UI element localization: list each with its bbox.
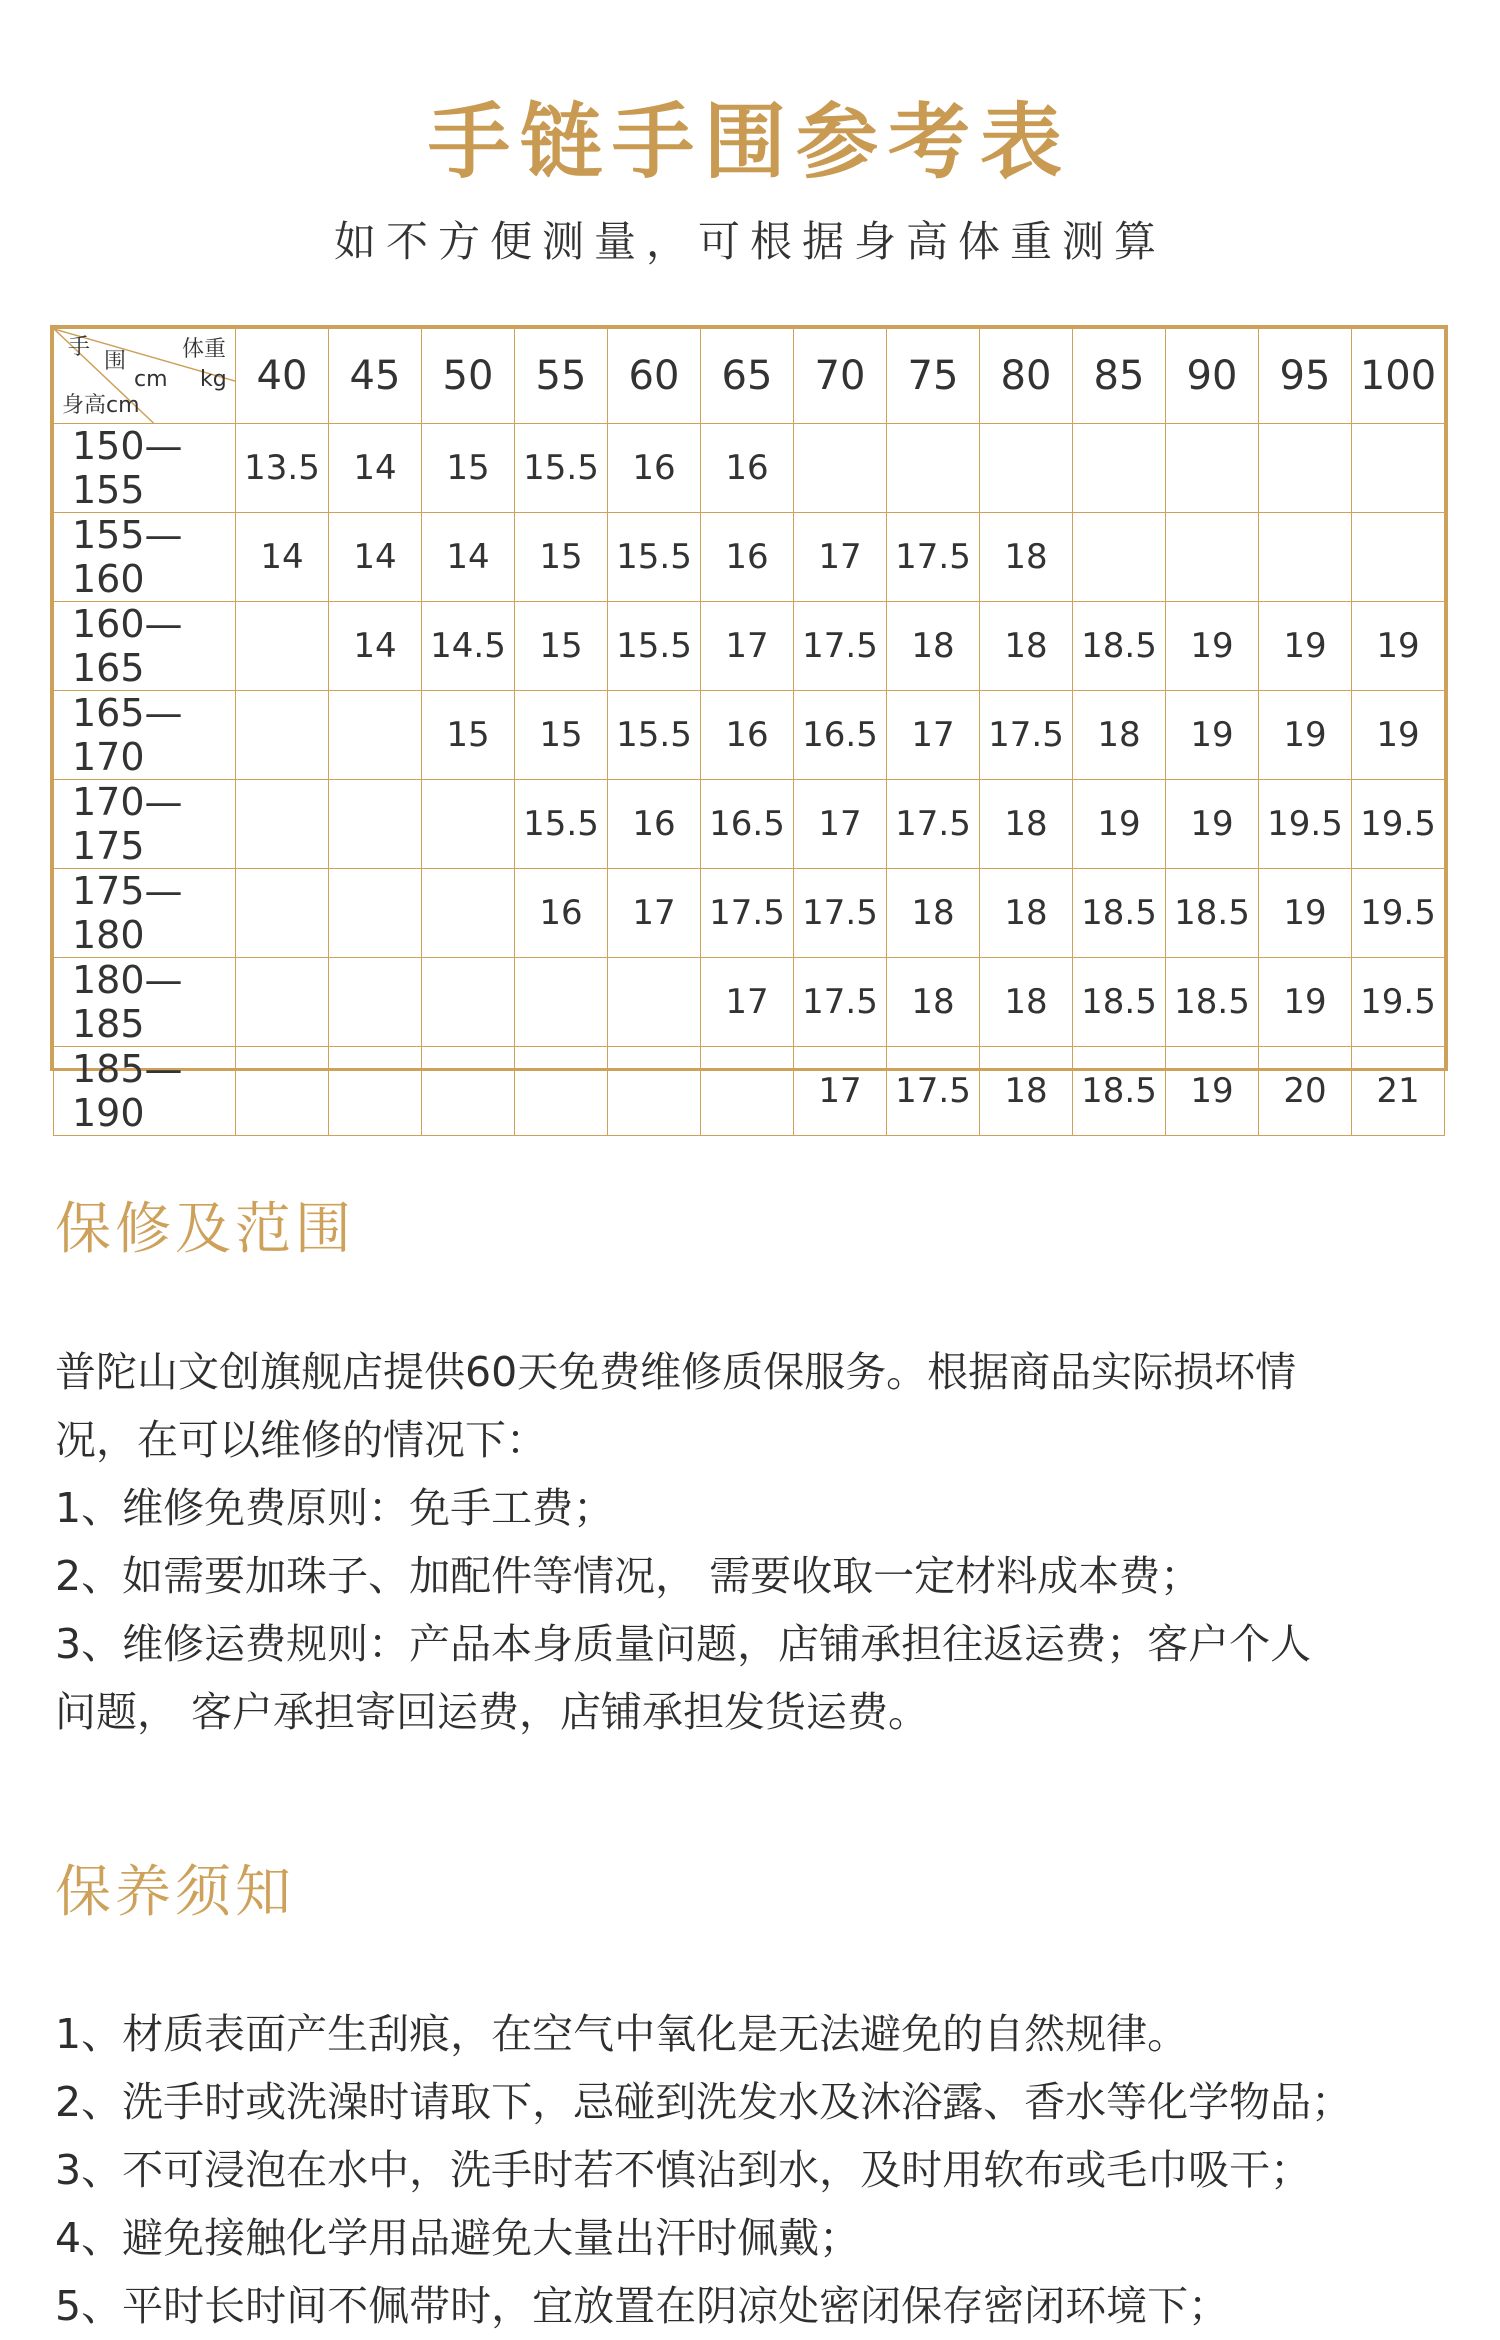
wrist-size-cell: 18 xyxy=(980,869,1073,958)
wrist-size-cell: 19 xyxy=(1352,691,1445,780)
size-table xyxy=(53,328,1445,1136)
care-text xyxy=(55,2000,1475,2340)
corner-weight-unit: kg xyxy=(200,367,227,392)
wrist-size-cell: 17 xyxy=(608,869,701,958)
weight-header-cell: 45 xyxy=(329,329,422,424)
wrist-size-cell: 17 xyxy=(794,1047,887,1136)
wrist-size-cell: 19 xyxy=(1073,780,1166,869)
wrist-size-cell xyxy=(422,1047,515,1136)
corner-weight-label: 体重 xyxy=(182,337,227,362)
wrist-size-cell: 15 xyxy=(515,691,608,780)
wrist-size-cell: 16 xyxy=(701,513,794,602)
height-range-cell: 160—165 xyxy=(54,602,236,691)
wrist-size-cell: 16 xyxy=(608,780,701,869)
wrist-size-cell xyxy=(329,691,422,780)
height-range-cell: 185—190 xyxy=(54,1047,236,1136)
wrist-size-cell: 14 xyxy=(236,513,329,602)
corner-height-label: 身高cm xyxy=(62,393,140,418)
height-range-cell: 175—180 xyxy=(54,869,236,958)
wrist-size-cell: 18 xyxy=(980,513,1073,602)
wrist-size-cell: 18.5 xyxy=(1073,869,1166,958)
wrist-size-cell: 19 xyxy=(1259,869,1352,958)
warranty-text xyxy=(55,1338,1475,1746)
wrist-size-cell xyxy=(515,958,608,1047)
corner-wrist-label-1: 手 xyxy=(68,335,91,360)
wrist-size-cell: 19 xyxy=(1259,602,1352,691)
weight-header-cell: 90 xyxy=(1166,329,1259,424)
wrist-size-cell xyxy=(1259,424,1352,513)
wrist-size-cell xyxy=(1259,513,1352,602)
wrist-size-cell xyxy=(236,602,329,691)
wrist-size-cell: 18 xyxy=(887,869,980,958)
wrist-size-cell: 14.5 xyxy=(422,602,515,691)
wrist-size-cell: 19 xyxy=(1166,602,1259,691)
wrist-size-cell xyxy=(1073,424,1166,513)
wrist-size-cell xyxy=(236,1047,329,1136)
size-table-body xyxy=(54,424,1445,1136)
wrist-size-cell: 17.5 xyxy=(794,958,887,1047)
table-row xyxy=(54,691,1445,780)
warranty-heading: 保修及范围 xyxy=(55,1197,355,1262)
height-range-cell: 150—155 xyxy=(54,424,236,513)
care-line: 4、避免接触化学用品避免大量出汗时佩戴； xyxy=(55,2214,861,2262)
wrist-size-cell: 17 xyxy=(701,958,794,1047)
wrist-size-cell xyxy=(422,869,515,958)
table-row xyxy=(54,869,1445,958)
wrist-size-cell xyxy=(608,1047,701,1136)
wrist-size-cell xyxy=(887,424,980,513)
wrist-size-cell xyxy=(980,424,1073,513)
wrist-size-cell: 19.5 xyxy=(1352,780,1445,869)
wrist-size-cell xyxy=(329,1047,422,1136)
corner-wrist-label-2: 围 xyxy=(104,349,127,374)
wrist-size-cell: 18 xyxy=(1073,691,1166,780)
wrist-size-cell: 19 xyxy=(1259,958,1352,1047)
table-row xyxy=(54,513,1445,602)
table-row xyxy=(54,958,1445,1047)
weight-header-cell: 50 xyxy=(422,329,515,424)
wrist-size-cell: 13.5 xyxy=(236,424,329,513)
wrist-size-cell: 18.5 xyxy=(1073,1047,1166,1136)
wrist-size-cell: 15.5 xyxy=(515,780,608,869)
warranty-line: 问题， 客户承担寄回运费，店铺承担发货运费。 xyxy=(55,1688,930,1736)
wrist-size-cell: 19.5 xyxy=(1259,780,1352,869)
wrist-size-cell: 18.5 xyxy=(1073,602,1166,691)
weight-header-cell: 40 xyxy=(236,329,329,424)
weight-header-cell: 70 xyxy=(794,329,887,424)
wrist-size-cell: 17 xyxy=(794,780,887,869)
weight-header-cell: 65 xyxy=(701,329,794,424)
wrist-size-cell: 14 xyxy=(329,424,422,513)
wrist-size-cell xyxy=(1166,424,1259,513)
wrist-size-cell: 19 xyxy=(1352,602,1445,691)
wrist-size-cell: 21 xyxy=(1352,1047,1445,1136)
wrist-size-cell: 17 xyxy=(887,691,980,780)
care-heading: 保养须知 xyxy=(55,1860,295,1925)
warranty-line: 况，在可以维修的情况下： xyxy=(55,1416,547,1464)
wrist-size-cell xyxy=(236,780,329,869)
wrist-size-cell xyxy=(515,1047,608,1136)
wrist-size-cell xyxy=(236,691,329,780)
wrist-size-cell xyxy=(329,958,422,1047)
weight-header-cell: 85 xyxy=(1073,329,1166,424)
wrist-size-cell: 17.5 xyxy=(701,869,794,958)
table-corner-header xyxy=(54,329,236,424)
wrist-size-cell: 16.5 xyxy=(701,780,794,869)
care-line: 3、不可浸泡在水中，洗手时若不慎沾到水，及时用软布或毛巾吸干； xyxy=(55,2146,1312,2194)
wrist-size-cell: 20 xyxy=(1259,1047,1352,1136)
wrist-size-cell xyxy=(1352,513,1445,602)
wrist-size-cell: 19.5 xyxy=(1352,869,1445,958)
weight-header-cell: 60 xyxy=(608,329,701,424)
weight-header-cell: 100 xyxy=(1352,329,1445,424)
wrist-size-cell: 17.5 xyxy=(794,602,887,691)
weight-header-cell: 95 xyxy=(1259,329,1352,424)
wrist-size-cell: 18 xyxy=(887,602,980,691)
weight-header-cell: 75 xyxy=(887,329,980,424)
wrist-size-cell xyxy=(422,958,515,1047)
wrist-size-cell xyxy=(422,780,515,869)
wrist-size-cell: 16.5 xyxy=(794,691,887,780)
wrist-size-cell: 18 xyxy=(980,602,1073,691)
wrist-size-cell: 18.5 xyxy=(1073,958,1166,1047)
wrist-size-cell: 17 xyxy=(701,602,794,691)
bracelet-size-chart xyxy=(50,325,1448,1135)
wrist-size-cell xyxy=(701,1047,794,1136)
height-range-cell: 170—175 xyxy=(54,780,236,869)
wrist-size-cell: 19 xyxy=(1166,691,1259,780)
care-line: 1、材质表面产生刮痕，在空气中氧化是无法避免的自然规律。 xyxy=(55,2010,1189,2058)
wrist-size-cell: 18.5 xyxy=(1166,869,1259,958)
wrist-size-cell: 14 xyxy=(329,602,422,691)
weight-header-cell: 80 xyxy=(980,329,1073,424)
wrist-size-cell: 17.5 xyxy=(887,1047,980,1136)
wrist-size-cell xyxy=(1352,424,1445,513)
wrist-size-cell: 17.5 xyxy=(887,513,980,602)
wrist-size-cell xyxy=(329,780,422,869)
height-range-cell: 165—170 xyxy=(54,691,236,780)
wrist-size-cell: 15.5 xyxy=(608,602,701,691)
table-row xyxy=(54,1047,1445,1136)
wrist-size-cell: 16 xyxy=(515,869,608,958)
care-line: 5、平时长时间不佩带时，宜放置在阴凉处密闭保存密闭环境下； xyxy=(55,2282,1230,2330)
wrist-size-cell: 18 xyxy=(980,780,1073,869)
wrist-size-cell xyxy=(236,869,329,958)
wrist-size-cell: 15.5 xyxy=(608,691,701,780)
wrist-size-cell: 17.5 xyxy=(887,780,980,869)
wrist-size-cell: 17 xyxy=(794,513,887,602)
wrist-size-cell: 16 xyxy=(608,424,701,513)
care-line: 2、洗手时或洗澡时请取下，忌碰到洗发水及沐浴露、香水等化学物品； xyxy=(55,2078,1353,2126)
table-row xyxy=(54,780,1445,869)
wrist-size-cell: 14 xyxy=(422,513,515,602)
wrist-size-cell: 18 xyxy=(887,958,980,1047)
wrist-size-cell: 19.5 xyxy=(1352,958,1445,1047)
wrist-size-cell: 17.5 xyxy=(794,869,887,958)
wrist-size-cell: 19 xyxy=(1166,1047,1259,1136)
wrist-size-cell: 18 xyxy=(980,958,1073,1047)
corner-wrist-unit: cm xyxy=(134,367,168,392)
wrist-size-cell: 18.5 xyxy=(1166,958,1259,1047)
warranty-line: 3、维修运费规则：产品本身质量问题，店铺承担往返运费；客户个人 xyxy=(55,1620,1312,1668)
wrist-size-cell xyxy=(1166,513,1259,602)
wrist-size-cell: 19 xyxy=(1259,691,1352,780)
weight-header-cell: 55 xyxy=(515,329,608,424)
wrist-size-cell xyxy=(236,958,329,1047)
wrist-size-cell xyxy=(794,424,887,513)
wrist-size-cell: 19 xyxy=(1166,780,1259,869)
wrist-size-cell: 18 xyxy=(980,1047,1073,1136)
page-subtitle: 如不方便测量，可根据身高体重测算 xyxy=(333,217,1166,266)
wrist-size-cell: 15 xyxy=(422,424,515,513)
height-range-cell: 155—160 xyxy=(54,513,236,602)
page-title: 手链手围参考表 xyxy=(427,94,1072,190)
wrist-size-cell: 15 xyxy=(422,691,515,780)
table-row xyxy=(54,424,1445,513)
wrist-size-cell xyxy=(329,869,422,958)
wrist-size-cell: 17.5 xyxy=(980,691,1073,780)
warranty-line: 1、维修免费原则：免手工费； xyxy=(55,1484,615,1532)
wrist-size-cell: 16 xyxy=(701,691,794,780)
wrist-size-cell: 15 xyxy=(515,602,608,691)
wrist-size-cell: 16 xyxy=(701,424,794,513)
height-range-cell: 180—185 xyxy=(54,958,236,1047)
wrist-size-cell: 15.5 xyxy=(515,424,608,513)
wrist-size-cell: 15 xyxy=(515,513,608,602)
wrist-size-cell: 15.5 xyxy=(608,513,701,602)
wrist-size-cell xyxy=(1073,513,1166,602)
warranty-line: 普陀山文创旗舰店提供60天免费维修质保服务。根据商品实际损坏情 xyxy=(55,1348,1297,1396)
warranty-line: 2、如需要加珠子、加配件等情况， 需要收取一定材料成本费； xyxy=(55,1552,1202,1600)
table-row xyxy=(54,602,1445,691)
wrist-size-cell xyxy=(608,958,701,1047)
weight-header-row xyxy=(54,329,1445,424)
wrist-size-cell: 14 xyxy=(329,513,422,602)
